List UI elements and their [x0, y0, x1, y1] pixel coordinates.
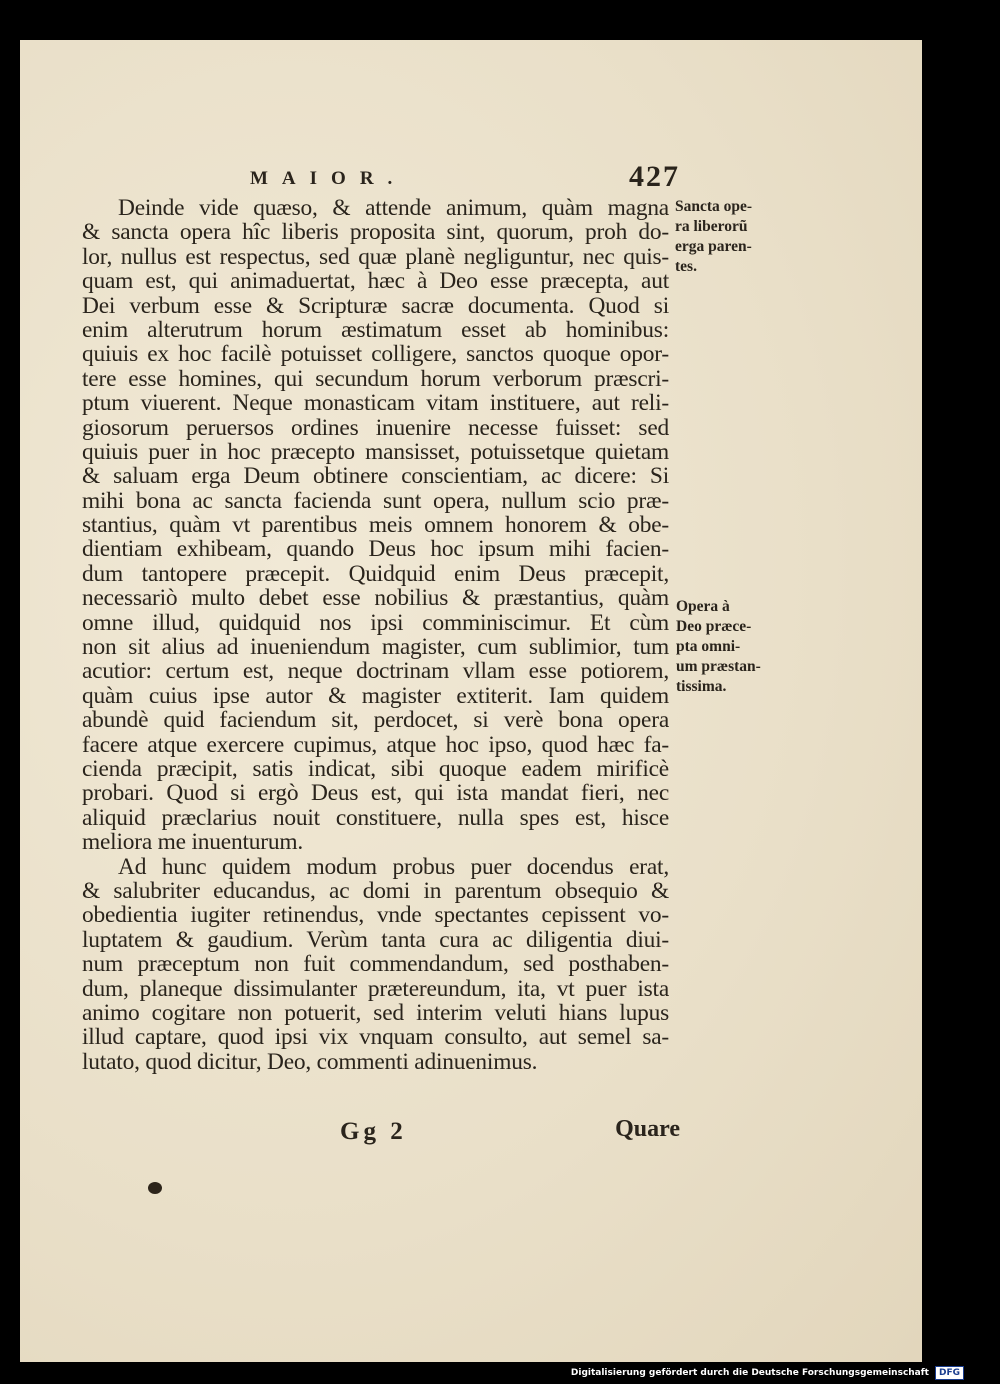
- text-line: probari. Quod si ergò Deus est, qui ista mandat fieri, nec: [82, 780, 669, 807]
- margin-note-2: [676, 597, 796, 697]
- text-line: dientiam exhibeam, quando Deus hoc ipsum mihi facien-: [82, 536, 669, 563]
- text-line: quiuis puer in hoc præcepto mansisset, potuissetque quietam: [82, 438, 669, 465]
- running-head: [250, 160, 680, 196]
- text-line: meliora me inuenturum.: [82, 829, 303, 856]
- text-line: obedientia iugiter retinendus, vnde spectantes cepissent vo-: [82, 902, 669, 929]
- text-line: aliquid præclarius nouit constituere, nulla spes est, hisce: [82, 804, 669, 831]
- text-line: & salubriter educandus, ac domi in parentum obsequio &: [82, 877, 669, 904]
- running-head-title: MAIOR.: [250, 168, 407, 189]
- body-text: [82, 196, 669, 1074]
- text-line: lor, nullus est respectus, sed quæ planè negliguntur, nec quis-: [82, 243, 669, 270]
- text-line: illud captare, quod ipsi vix vnquam consulto, aut semel sa-: [82, 1024, 669, 1051]
- digitization-credit: [571, 1366, 964, 1380]
- signature-mark: Gg 2: [340, 1118, 407, 1145]
- text-line: luptatem & gaudium. Verùm tanta cura ac diligentia diui-: [82, 926, 669, 953]
- margin-note-line: pta omni-: [676, 638, 741, 655]
- text-line: num præceptum non fuit commendandum, sed posthaben-: [82, 951, 669, 978]
- text-line: & saluam erga Deum obtinere conscientiam, ac dicere: Si: [82, 463, 669, 490]
- margin-note-line: um præstan-: [676, 658, 761, 675]
- text-line: quiuis ex hoc facilè potuisset colligere, sanctos quoque opor-: [82, 341, 669, 368]
- text-line: mihi bona ac sancta facienda sunt opera, nullum scio præ-: [82, 487, 669, 514]
- margin-note-line: ra liberorũ: [675, 218, 748, 235]
- margin-note-1: [675, 197, 795, 277]
- text-line: dum, planeque dissimulanter prætereundum, ita, vt puer ista: [82, 975, 669, 1002]
- text-line: non sit alius ad inueniendum magister, cum sublimior, tum: [82, 634, 669, 661]
- text-line: giosorum peruersos ordines inuenire necesse fuisset: sed: [82, 414, 669, 441]
- text-line: animo cogitare non potuerit, sed interim veluti hians lupus: [82, 999, 669, 1026]
- text-line: lutato, quod dicitur, Deo, commenti adinuenimus.: [82, 1048, 538, 1075]
- ink-blot: [148, 1182, 162, 1194]
- catchword: Quare: [615, 1116, 680, 1142]
- text-line: omne illud, quidquid nos ipsi comminiscimur. Et cùm: [82, 609, 669, 636]
- text-line: abundè quid faciendum sit, perdocet, si verè bona opera: [82, 707, 669, 734]
- text-line: necessariò multo debet esse nobilius & præstantius, quàm: [82, 585, 669, 612]
- text-line: ptum viuerent. Neque monasticam vitam instituere, aut reli-: [82, 390, 669, 417]
- text-line: acutior: certum est, neque doctrinam vllam esse potiorem,: [82, 658, 669, 685]
- margin-note-line: erga paren-: [675, 238, 752, 255]
- margin-note-line: tissima.: [676, 678, 727, 695]
- margin-note-line: tes.: [675, 258, 697, 275]
- credit-text: Digitalisierung gefördert durch die Deutsche Forschungsgemeinschaft: [570, 1368, 929, 1378]
- text-line: & sancta opera hîc liberis proposita sint, quorum, proh do-: [82, 219, 669, 246]
- text-line: Ad hunc quidem modum probus puer docendus erat,: [118, 853, 669, 880]
- text-line: quam est, qui animaduertat, hæc à Deo esse præcepta, aut: [82, 268, 669, 295]
- text-line: tere esse homines, qui secundum horum verborum præscri-: [82, 365, 669, 392]
- text-line: Dei verbum esse & Scripturæ sacræ documenta. Quod si: [82, 292, 669, 319]
- page-number: 427: [629, 160, 680, 193]
- text-line: cienda præcipit, satis indicat, sibi quoque eadem mirificè: [82, 755, 669, 782]
- margin-note-line: Sancta ope-: [675, 198, 753, 215]
- text-line: dum tantopere præcepit. Quidquid enim Deus præcepit,: [82, 560, 669, 587]
- text-line: enim alterutrum horum æstimatum esset ab hominibus:: [82, 316, 669, 343]
- text-line: Deinde vide quæso, & attende animum, quàm magna: [118, 195, 669, 221]
- dfg-logo-icon: DFG: [935, 1366, 964, 1380]
- text-line: facere atque exercere cupimus, atque hoc ipso, quod hæc fa-: [82, 731, 669, 758]
- text-line: quàm cuius ipse autor & magister extiterit. Iam quidem: [82, 682, 669, 709]
- page-footer: [340, 1118, 680, 1152]
- margin-note-line: Opera à: [676, 598, 730, 615]
- text-line: stantius, quàm vt parentibus meis omnem honorem & obe-: [82, 512, 669, 539]
- margin-note-line: Deo præce-: [676, 618, 752, 635]
